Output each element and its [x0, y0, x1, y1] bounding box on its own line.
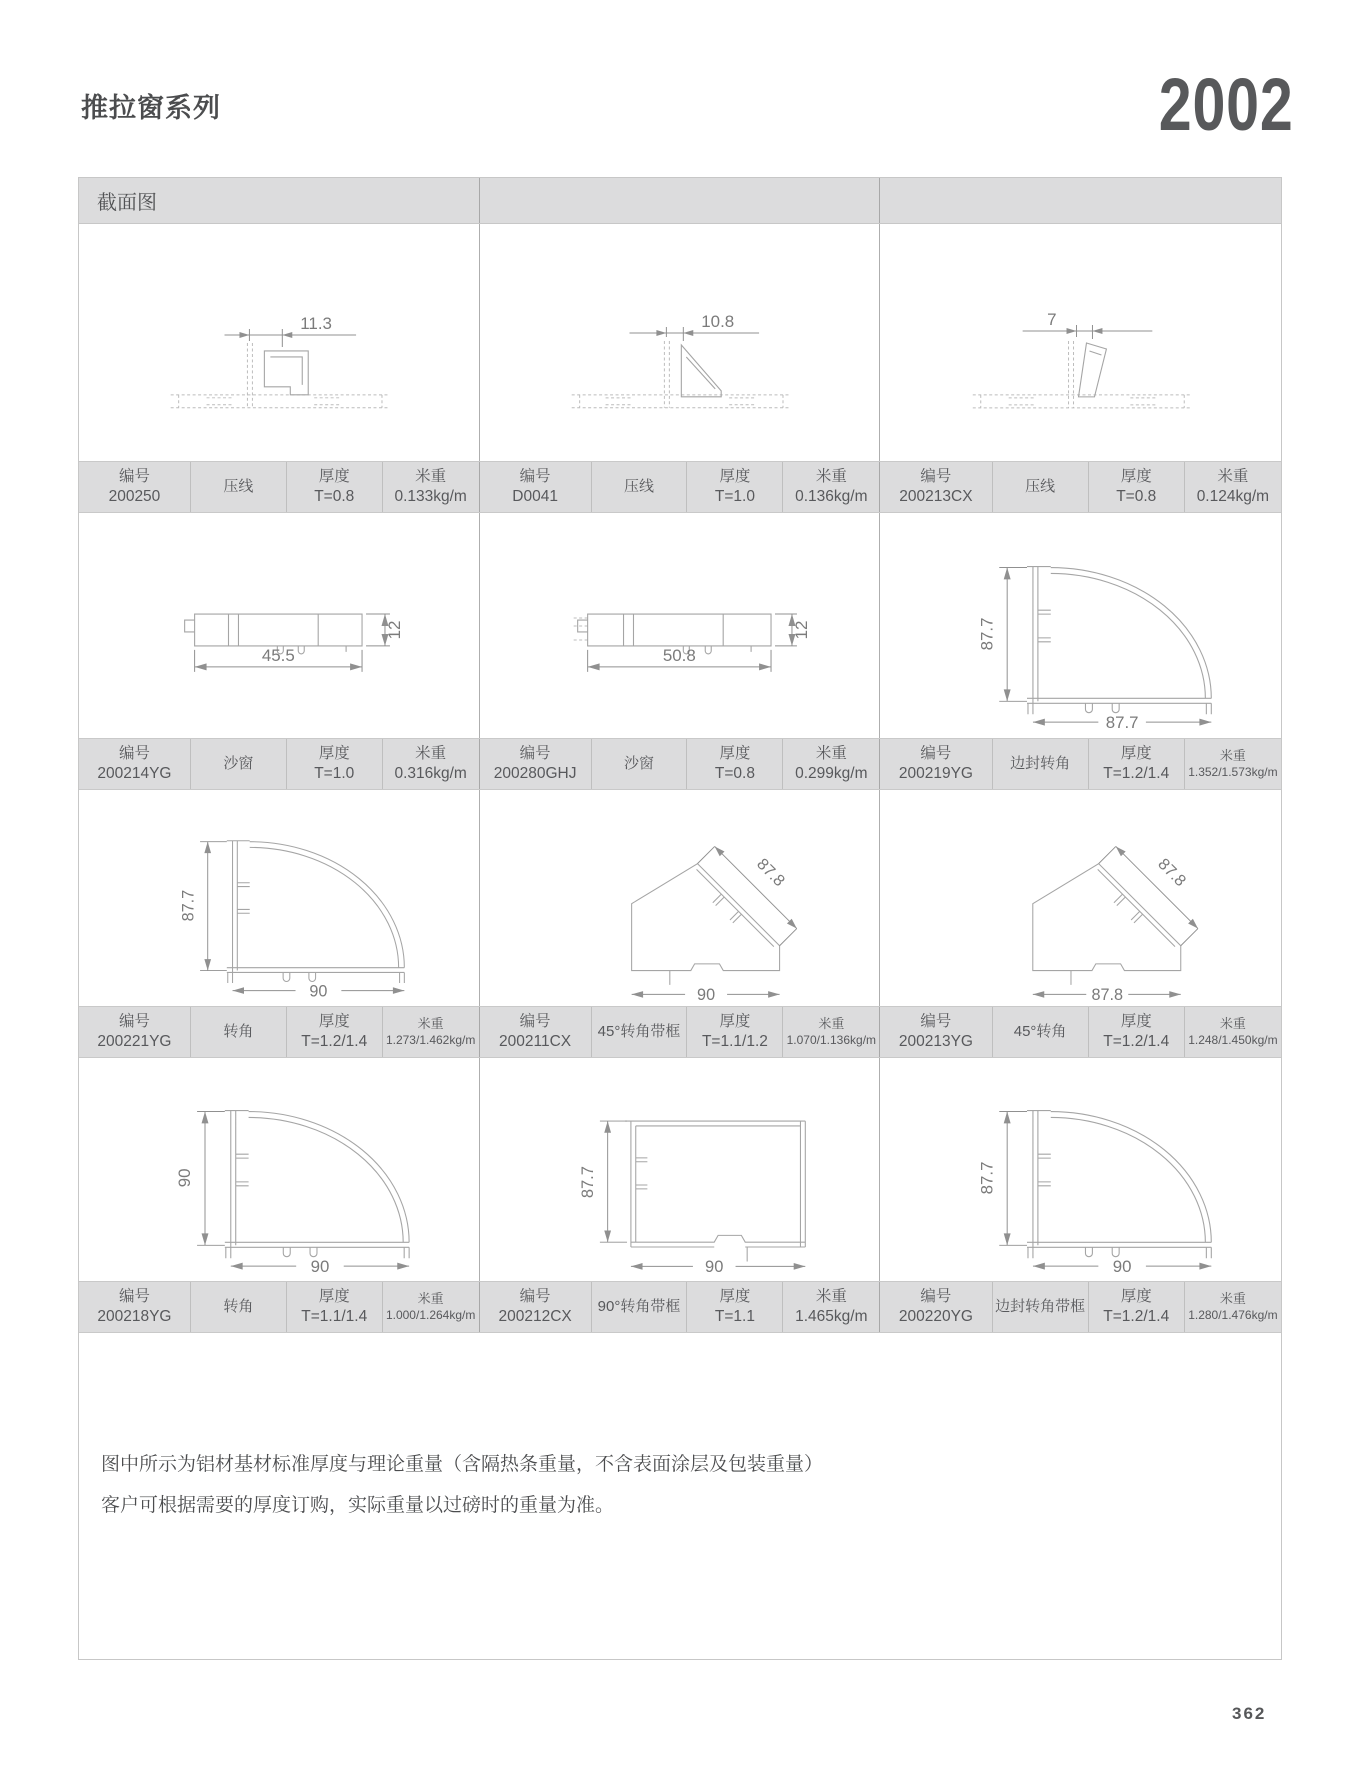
code-label: 编号	[118, 1012, 150, 1030]
dim-label-width: 87.7	[1105, 712, 1139, 732]
pressline-leg-dashed	[664, 341, 669, 408]
spec-code-cell	[79, 1282, 191, 1332]
dim-label-diagonal: 87.8	[752, 854, 788, 891]
spec-name-cell	[592, 1007, 688, 1057]
profile-name: 转角	[223, 1298, 254, 1316]
code-label: 编号	[519, 467, 551, 485]
dim-label-height: 87.7	[976, 1161, 996, 1194]
weight-value: 1.070/1.136kg/m	[786, 1032, 877, 1047]
table-header-cell	[79, 178, 480, 223]
thickness-value: T=0.8	[314, 488, 355, 505]
cross-section-corner-diagram	[881, 517, 1281, 735]
spec-code-cell	[880, 739, 992, 789]
pressline-leg-dashed	[247, 343, 252, 408]
weight-label: 米重	[415, 744, 447, 762]
spec-weight-cell	[783, 1007, 879, 1057]
spec-thickness-cell	[287, 1282, 383, 1332]
page-title: 推拉窗系列	[81, 93, 221, 123]
profile-name: 45°转角带框	[597, 1023, 681, 1041]
dim-arrow	[1169, 991, 1180, 998]
dimension-lines	[999, 1111, 1211, 1266]
cross-section-frame-diagram	[480, 1061, 880, 1279]
weight-label: 米重	[815, 1287, 847, 1305]
spec-name-cell	[993, 462, 1089, 512]
dim-arrow	[204, 959, 211, 970]
dim-label-diagonal: 87.8	[1154, 854, 1190, 891]
thickness-value: T=1.2/1.4	[1103, 1033, 1170, 1050]
dim-arrow	[604, 1230, 611, 1242]
weight-label: 米重	[417, 1290, 444, 1306]
spec-strip	[480, 1007, 881, 1057]
dim-arrow	[204, 842, 211, 853]
diagram-cell	[480, 513, 881, 738]
dimension-lines	[197, 1111, 409, 1266]
spec-weight-cell	[383, 462, 479, 512]
thickness-label: 厚度	[719, 467, 751, 485]
spec-code-cell	[480, 462, 592, 512]
spec-strip	[480, 462, 881, 512]
spec-thickness-cell	[687, 462, 783, 512]
spec-name-cell	[191, 1282, 287, 1332]
spec-code-cell	[480, 739, 592, 789]
weight-label: 米重	[815, 744, 847, 762]
cross-section-corner-diagram	[79, 1061, 479, 1279]
profile-name: 沙窗	[624, 755, 655, 773]
assembly-dashed-outline	[171, 395, 390, 408]
profile-outline	[681, 345, 721, 397]
spec-row-1	[79, 461, 1281, 513]
table-footer-area	[79, 1333, 1281, 1659]
footnote-line-2: 客户可根据需要的厚度订购，实际重量以过磅时的重量为准。	[101, 1494, 615, 1516]
profile-outline	[227, 841, 405, 983]
spec-thickness-cell	[687, 1282, 783, 1332]
spec-row-4	[79, 1281, 1281, 1333]
dim-label-width: 11.3	[300, 314, 332, 334]
code-label: 编号	[920, 467, 952, 485]
cross-section-pressline-diagram	[79, 245, 479, 440]
dim-arrow	[233, 987, 244, 994]
cross-section-corner-diagram	[79, 793, 479, 1003]
spec-name-cell	[993, 739, 1089, 789]
cross-section-corner-diagram	[881, 1061, 1281, 1279]
weight-value: 1.352/1.573kg/m	[1188, 764, 1278, 779]
code-label: 编号	[920, 1287, 952, 1305]
dim-arrow	[282, 332, 292, 338]
code-value: 200213YG	[898, 1033, 973, 1050]
profile-name: 沙窗	[223, 755, 254, 773]
footnote-line-1: 图中所示为铝材基材标准厚度与理论重量（含隔热条重量，不含表面涂层及包装重量）	[101, 1454, 824, 1475]
dim-label-width: 90	[704, 1257, 724, 1276]
dim-arrow	[604, 1121, 611, 1133]
thickness-label: 厚度	[1120, 467, 1152, 485]
spec-name-cell	[191, 462, 287, 512]
thickness-label: 厚度	[318, 1287, 350, 1305]
dim-arrow	[1199, 1262, 1211, 1269]
spec-thickness-cell	[1089, 739, 1185, 789]
thickness-value: T=1.1	[714, 1308, 755, 1325]
dim-arrow	[656, 330, 666, 336]
spec-weight-cell	[383, 1007, 479, 1057]
thickness-value: T=1.2/1.4	[1103, 1308, 1170, 1325]
cross-section-rail-diagram	[79, 556, 479, 696]
thickness-label: 厚度	[719, 744, 751, 762]
spec-name-cell	[191, 1007, 287, 1057]
spec-name-cell	[592, 462, 688, 512]
profile-name: 转角	[223, 1023, 254, 1041]
spec-thickness-cell	[1089, 1007, 1185, 1057]
dim-arrow	[195, 663, 207, 670]
spec-thickness-cell	[287, 1007, 383, 1057]
code-value: 200218YG	[97, 1308, 172, 1325]
diagram-cell	[880, 224, 1281, 461]
spec-code-cell	[880, 462, 992, 512]
spec-weight-cell	[783, 1282, 879, 1332]
profile-name: 90°转角带框	[597, 1298, 681, 1316]
spec-row-2	[79, 738, 1281, 790]
spec-name-cell	[993, 1007, 1089, 1057]
weight-label: 米重	[818, 1015, 845, 1031]
dim-arrow	[1003, 689, 1010, 701]
spec-strip	[880, 1007, 1281, 1057]
diagram-row-3	[79, 790, 1281, 1006]
thickness-value: T=0.8	[714, 765, 755, 782]
spec-thickness-cell	[687, 1007, 783, 1057]
cross-section-pressline-diagram	[480, 245, 880, 440]
dim-arrow	[1003, 1111, 1010, 1123]
dim-label-width: 7	[1046, 310, 1057, 330]
dim-arrow	[231, 1262, 243, 1269]
spec-strip	[79, 1282, 480, 1332]
spec-thickness-cell	[1089, 1282, 1185, 1332]
code-value: 200213CX	[899, 488, 973, 505]
code-label: 编号	[519, 1012, 551, 1030]
dim-arrow	[202, 1111, 209, 1123]
footnote	[101, 1445, 823, 1527]
spec-code-cell	[880, 1007, 992, 1057]
spec-weight-cell	[1185, 1282, 1281, 1332]
code-label: 编号	[519, 744, 551, 762]
thickness-value: T=1.1/1.4	[301, 1308, 368, 1325]
profile-outline	[1032, 864, 1180, 985]
profile-name: 压线	[223, 478, 254, 496]
spec-code-cell	[79, 462, 191, 512]
dim-arrow	[239, 332, 249, 338]
thickness-label: 厚度	[318, 744, 350, 762]
profile-outline	[1027, 566, 1211, 714]
weight-label: 米重	[1219, 747, 1246, 763]
spec-name-cell	[993, 1282, 1089, 1332]
spec-weight-cell	[1185, 1007, 1281, 1057]
weight-label: 米重	[1219, 1290, 1246, 1306]
dim-arrow	[1033, 718, 1045, 725]
spec-name-cell	[592, 1282, 688, 1332]
page-number: 362	[1232, 1704, 1267, 1723]
dimension-lines	[1022, 325, 1152, 339]
dim-arrow	[202, 1233, 209, 1245]
weight-label: 米重	[417, 1015, 444, 1031]
code-label: 编号	[519, 1287, 551, 1305]
weight-value: 1.465kg/m	[795, 1308, 868, 1325]
dim-arrow	[1003, 1233, 1010, 1245]
profile-name: 边封转角带框	[995, 1298, 1086, 1316]
dim-arrow	[1199, 718, 1211, 725]
diagram-cell	[79, 1058, 480, 1281]
weight-value: 0.136kg/m	[795, 488, 868, 505]
diagram-cell	[79, 790, 480, 1006]
code-label: 编号	[118, 467, 150, 485]
series-code: 2002	[1159, 63, 1294, 146]
dim-label-width: 50.8	[662, 645, 696, 665]
spec-row-3	[79, 1006, 1281, 1058]
weight-value: 1.000/1.264kg/m	[385, 1307, 476, 1322]
spec-thickness-cell	[287, 739, 383, 789]
profile-outline	[1078, 343, 1106, 397]
dim-arrow	[683, 330, 693, 336]
dim-arrow	[1033, 1262, 1045, 1269]
dim-arrow	[1092, 328, 1102, 334]
cross-section-pressline-diagram	[881, 245, 1281, 440]
thickness-label: 厚度	[719, 1287, 751, 1305]
weight-label: 米重	[1217, 467, 1249, 485]
thickness-label: 厚度	[1120, 1012, 1152, 1030]
weight-value: 1.273/1.462kg/m	[385, 1032, 476, 1047]
thickness-label: 厚度	[318, 467, 350, 485]
dim-arrow	[768, 991, 779, 998]
spec-thickness-cell	[1089, 462, 1185, 512]
spec-weight-cell	[1185, 739, 1281, 789]
spec-weight-cell	[383, 1282, 479, 1332]
diagram-cell	[880, 513, 1281, 738]
assembly-dashed-outline	[573, 618, 587, 640]
weight-value: 1.248/1.450kg/m	[1188, 1032, 1278, 1047]
code-value: D0041	[512, 488, 558, 505]
diagram-cell	[480, 224, 881, 461]
thickness-value: T=0.8	[1116, 488, 1157, 505]
dimension-lines	[999, 567, 1211, 722]
weight-value: 0.299kg/m	[795, 765, 868, 782]
dim-label-width: 90	[1112, 1256, 1132, 1276]
thickness-value: T=1.0	[314, 765, 355, 782]
spec-strip	[480, 739, 881, 789]
dim-label-height: 90	[175, 1168, 195, 1187]
table-header-cell	[880, 178, 1281, 223]
profile-name: 边封转角	[1010, 755, 1071, 773]
diagram-cell	[480, 790, 881, 1006]
spec-code-cell	[480, 1007, 592, 1057]
thickness-value: T=1.1/1.2	[701, 1033, 768, 1050]
code-value: 200219YG	[898, 765, 973, 782]
dim-arrow	[397, 1262, 409, 1269]
code-value: 200212CX	[498, 1308, 572, 1325]
table-header-cell	[480, 178, 881, 223]
diagram-cell	[880, 790, 1281, 1006]
code-value: 200211CX	[499, 1033, 572, 1050]
code-value: 200220YG	[898, 1308, 973, 1325]
spec-thickness-cell	[287, 462, 383, 512]
spec-thickness-cell	[687, 739, 783, 789]
spec-strip	[880, 1282, 1281, 1332]
profile-name: 45°转角	[1013, 1023, 1067, 1041]
dim-label-height: 87.7	[976, 617, 996, 650]
thickness-label: 厚度	[1120, 1287, 1152, 1305]
spec-code-cell	[79, 1007, 191, 1057]
thickness-label: 厚度	[719, 1012, 751, 1030]
diagram-row-4	[79, 1058, 1281, 1281]
diagram-cell	[79, 513, 480, 738]
weight-label: 米重	[1219, 1015, 1246, 1031]
spec-strip	[880, 739, 1281, 789]
thickness-value: T=1.0	[714, 488, 755, 505]
dim-arrow	[759, 663, 771, 670]
dim-label-height: 87.7	[578, 1165, 597, 1198]
dim-label-width: 90	[309, 982, 328, 1001]
dim-arrow	[1066, 328, 1076, 334]
profile-outline	[631, 864, 779, 985]
dim-label-width: 90	[310, 1256, 330, 1276]
dim-arrow	[631, 1263, 643, 1270]
dim-arrow	[631, 991, 642, 998]
spec-strip	[79, 1007, 480, 1057]
profile-spec-table	[78, 177, 1282, 1660]
weight-label: 米重	[415, 467, 447, 485]
diagram-cell	[880, 1058, 1281, 1281]
weight-value: 0.124kg/m	[1196, 488, 1270, 505]
dim-arrow	[793, 1263, 805, 1270]
dimension-lines	[225, 329, 357, 347]
pressline-leg-dashed	[1068, 341, 1073, 408]
dim-label-height: 87.7	[179, 889, 198, 922]
weight-value: 0.316kg/m	[394, 765, 467, 782]
diagram-cell	[79, 224, 480, 461]
dim-label-width: 87.8	[1091, 986, 1123, 1003]
code-label: 编号	[920, 744, 952, 762]
cross-section-45deg-corner-diagram	[480, 793, 880, 1003]
cross-section-45deg-corner-diagram	[881, 793, 1281, 1003]
code-label: 编号	[920, 1012, 952, 1030]
thickness-label: 厚度	[318, 1012, 350, 1030]
spec-code-cell	[480, 1282, 592, 1332]
code-value: 200214YG	[97, 765, 172, 782]
spec-strip	[79, 462, 480, 512]
spec-strip	[79, 739, 480, 789]
dim-arrow	[350, 663, 362, 670]
thickness-label: 厚度	[1120, 744, 1152, 762]
dim-arrow	[393, 987, 404, 994]
profile-outline	[1027, 1110, 1211, 1258]
profile-name: 压线	[1025, 478, 1056, 496]
dim-arrow	[587, 663, 599, 670]
spec-weight-cell	[1185, 462, 1281, 512]
weight-value: 1.280/1.476kg/m	[1188, 1307, 1278, 1322]
code-value: 200250	[108, 488, 161, 505]
spec-name-cell	[191, 739, 287, 789]
code-label: 编号	[118, 1287, 150, 1305]
table-header-row	[79, 178, 1281, 224]
spec-code-cell	[880, 1282, 992, 1332]
spec-name-cell	[592, 739, 688, 789]
spec-weight-cell	[383, 739, 479, 789]
code-value: 200221YG	[97, 1033, 172, 1050]
spec-strip	[480, 1282, 881, 1332]
dim-label-width: 10.8	[700, 312, 734, 332]
spec-code-cell	[79, 739, 191, 789]
weight-value: 0.133kg/m	[394, 488, 467, 505]
code-label: 编号	[118, 744, 150, 762]
dim-label-height: 12	[791, 620, 811, 639]
spec-weight-cell	[783, 739, 879, 789]
code-value: 200280GHJ	[493, 765, 577, 782]
dim-arrow	[1003, 567, 1010, 579]
spec-strip	[880, 462, 1281, 512]
weight-label: 米重	[815, 467, 847, 485]
thickness-value: T=1.2/1.4	[1103, 765, 1170, 782]
dim-label-height: 12	[384, 620, 404, 639]
thickness-value: T=1.2/1.4	[301, 1033, 368, 1050]
profile-name: 压线	[624, 478, 655, 496]
section-title: 截面图	[97, 192, 157, 214]
profile-outline	[225, 1110, 409, 1258]
diagram-row-2	[79, 513, 1281, 738]
dimension-lines	[629, 327, 759, 341]
dimension-lines	[200, 842, 404, 991]
dim-label-width: 90	[696, 986, 715, 1003]
profile-outline	[625, 1121, 805, 1261]
diagram-row-1	[79, 224, 1281, 461]
dim-arrow	[1032, 991, 1043, 998]
spec-weight-cell	[783, 462, 879, 512]
diagram-cell	[480, 1058, 881, 1281]
profile-outline	[264, 351, 308, 395]
cross-section-rail-diagram	[480, 556, 880, 696]
dim-label-width: 45.5	[261, 645, 295, 665]
